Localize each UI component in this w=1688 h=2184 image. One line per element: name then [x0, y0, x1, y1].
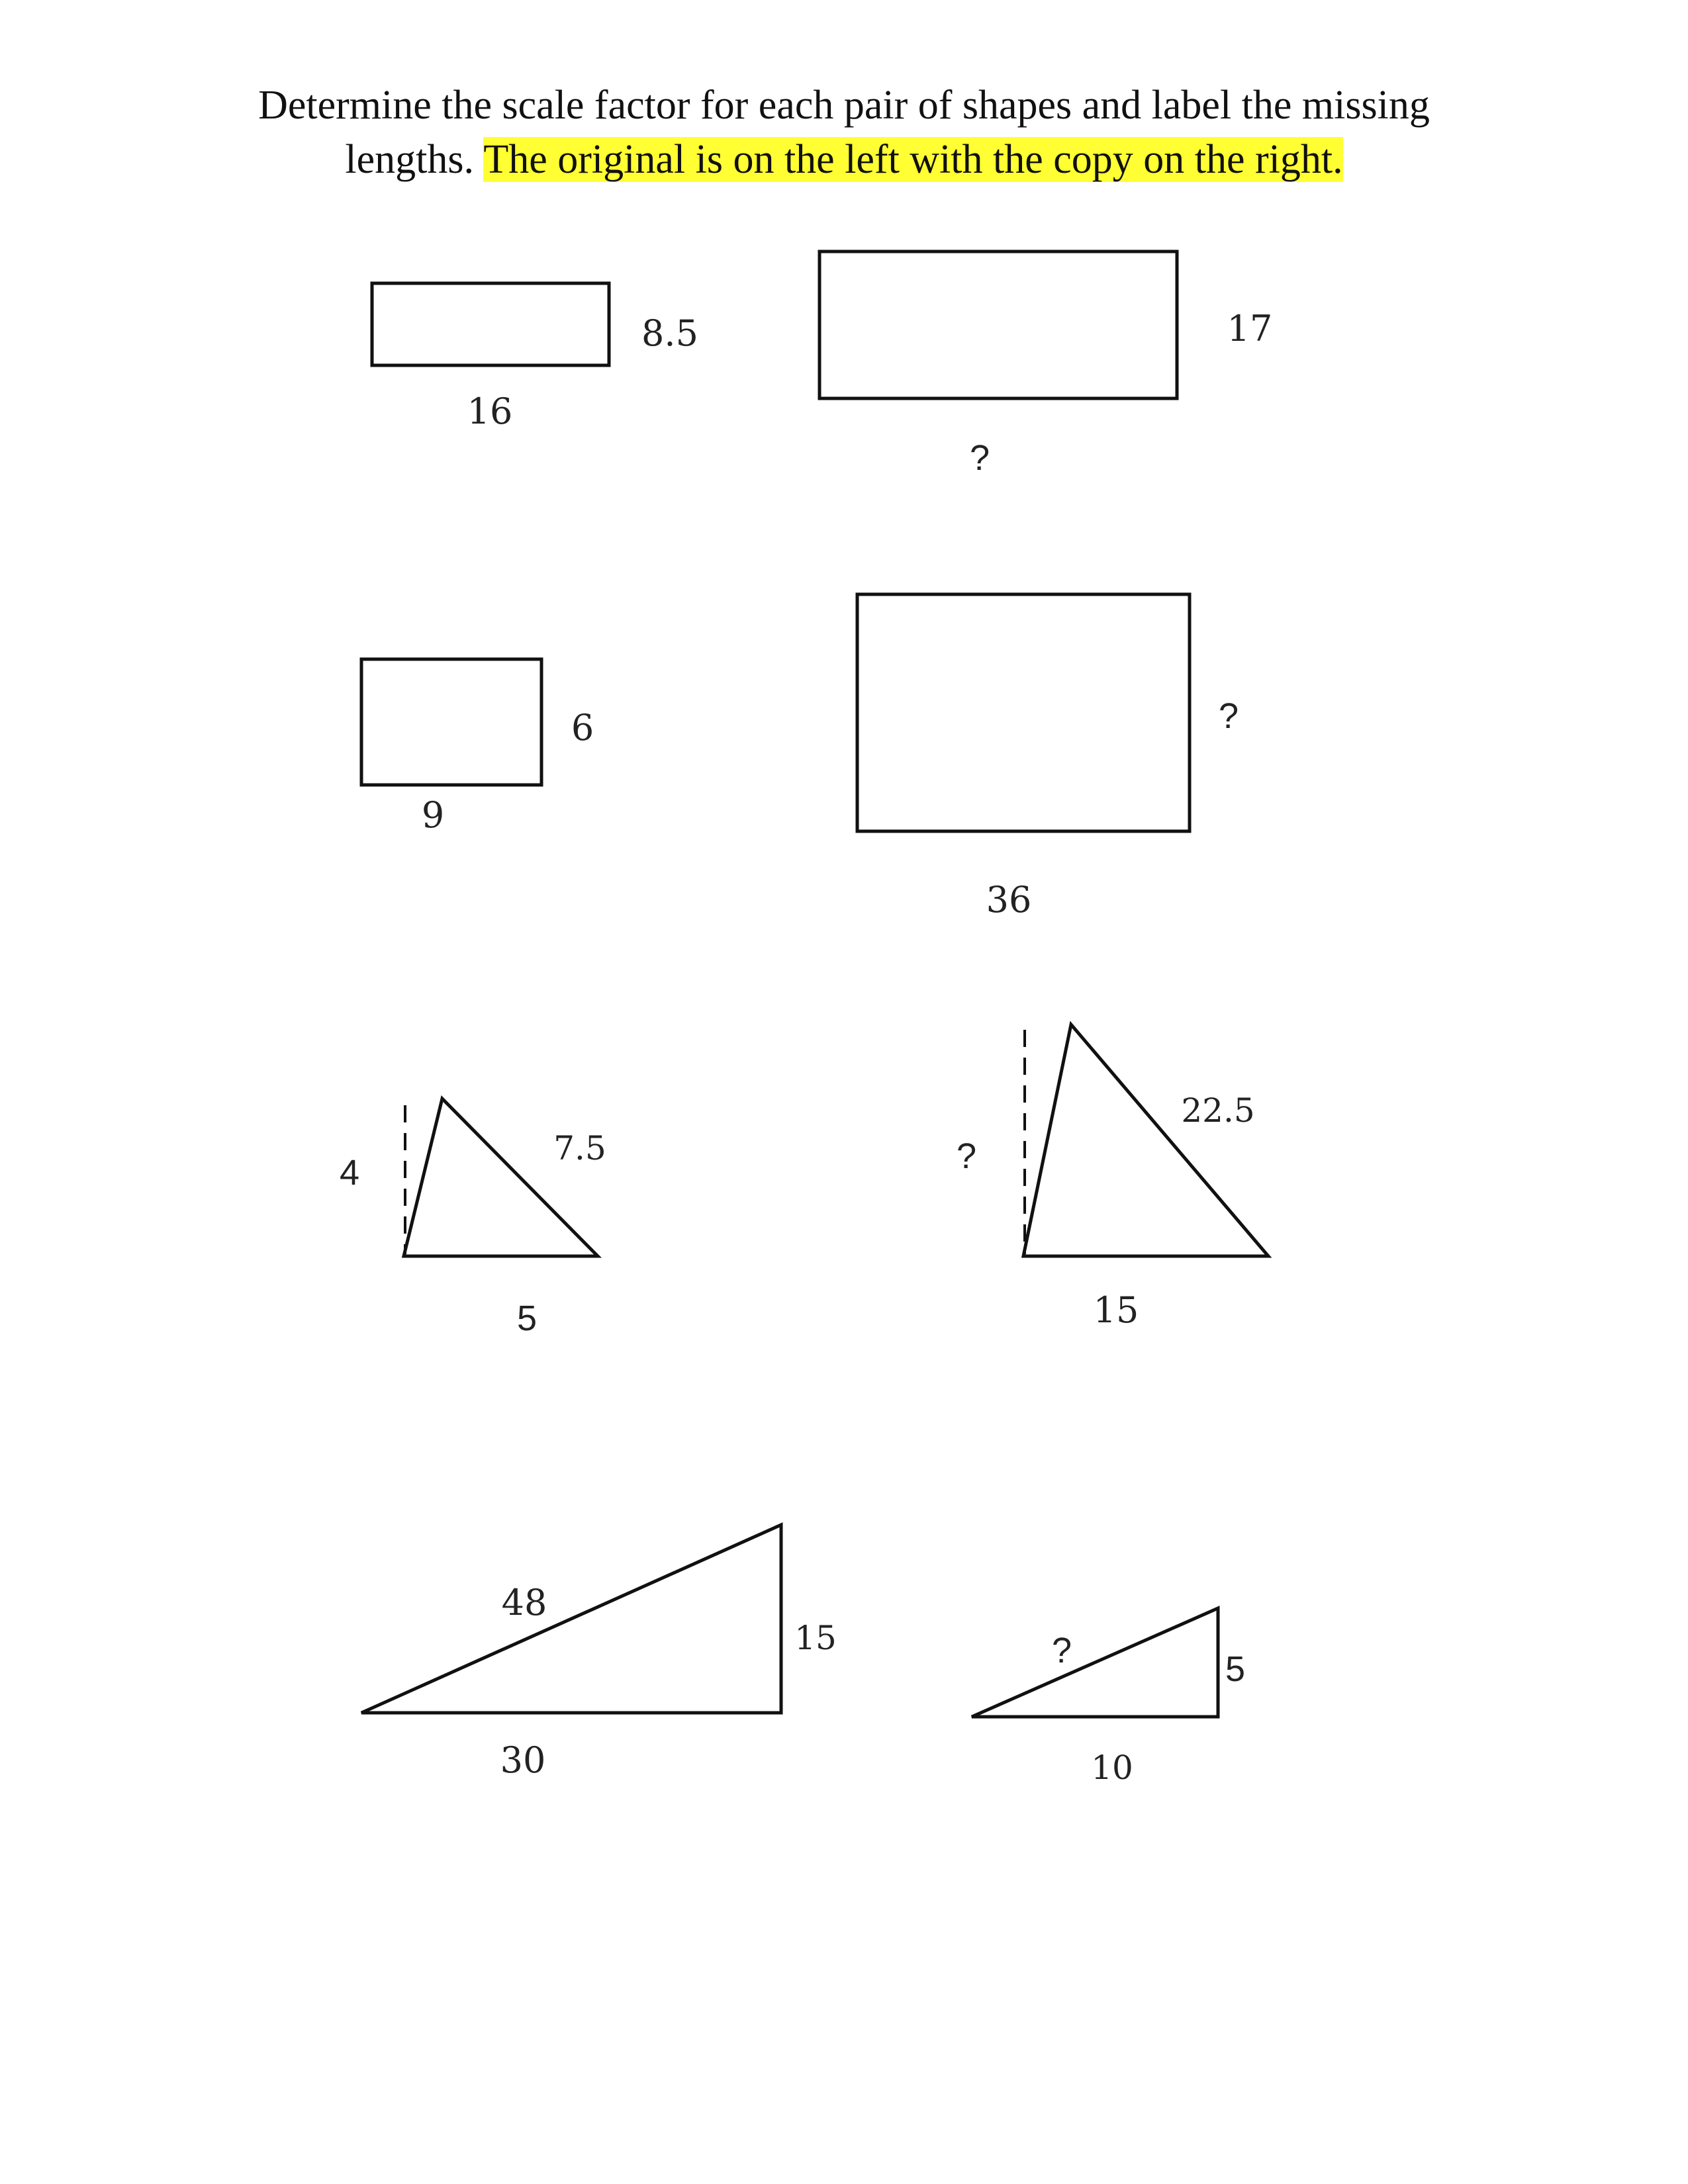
problem-2-original-height-label: 6 — [571, 707, 594, 749]
problem-2-copy-width-label: 36 — [986, 879, 1032, 921]
problem-1-copy-rectangle — [820, 251, 1177, 398]
problem-4-copy-triangle — [972, 1608, 1218, 1717]
problem-3-copy-triangle — [1023, 1024, 1268, 1256]
problem-4-copy-height-label: 5 — [1225, 1649, 1246, 1689]
problem-3-copy-height-label: ? — [956, 1136, 977, 1176]
problem-4-original-base-label: 30 — [500, 1739, 546, 1781]
problem-4-copy-base-label: 10 — [1091, 1749, 1133, 1787]
problem-1-copy-height-label: 17 — [1227, 308, 1273, 349]
problem-2-original-rectangle — [361, 659, 541, 785]
problem-3-original-height-label: 4 — [339, 1153, 360, 1193]
problem-4-original-hypotenuse-label: 48 — [501, 1582, 547, 1623]
problem-3-copy-hypotenuse-label: 22.5 — [1181, 1091, 1255, 1130]
problem-2-copy-rectangle — [857, 594, 1190, 831]
problem-3-original-base-label: 5 — [516, 1298, 538, 1338]
problem-4 — [361, 1525, 1245, 1787]
instructions-line-2-prefix: lengths. — [345, 137, 474, 182]
problem-4-original-height-label: 15 — [794, 1619, 837, 1657]
problem-2 — [361, 594, 1239, 921]
problem-3-copy-base-label: 15 — [1093, 1289, 1139, 1331]
problem-4-original-triangle — [361, 1525, 781, 1713]
problem-3 — [340, 1024, 1268, 1338]
problem-3-original-hypotenuse-label: 7.5 — [553, 1129, 606, 1167]
problem-1-original-rectangle — [372, 283, 609, 365]
problem-2-original-width-label: 9 — [421, 794, 445, 836]
instructions-line-1: Determine the scale factor for each pair of shapes and label the missing — [258, 83, 1430, 128]
problem-4-copy-hypotenuse-label: ? — [1051, 1631, 1072, 1670]
problem-1-original-width-label: 16 — [467, 390, 513, 432]
problem-1-copy-width-label: ? — [969, 438, 990, 478]
problem-1-original-height-label: 8.5 — [641, 312, 698, 354]
problem-3-original-triangle — [404, 1099, 598, 1256]
problem-1 — [372, 251, 1272, 478]
problem-2-copy-height-label: ? — [1218, 696, 1239, 736]
instructions-highlight: The original is on the left with the copy on the right. — [483, 137, 1343, 182]
